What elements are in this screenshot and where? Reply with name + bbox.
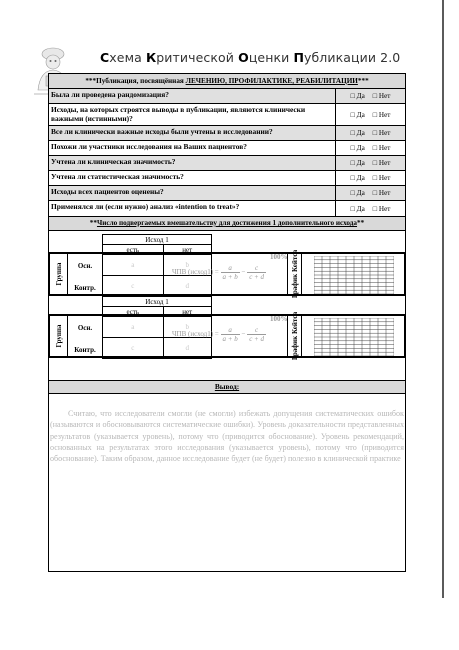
publication-type-header: ***Публикация, посвящённая ЛЕЧЕНИЮ, ПРОФИЛАКТИКЕ, РЕАБИЛИТАЦИИ***	[48, 73, 406, 89]
question-text: Похожи ли участники исследования на Ваших пациентов?	[49, 141, 336, 155]
yes-checkbox[interactable]: □ Да	[350, 129, 365, 137]
answer-options	[336, 126, 405, 140]
question-text: Учтена ли клиническая значимость?	[49, 156, 336, 170]
question-text: Применялся ли (если нужно) анализ «intention to treat»?	[49, 201, 336, 216]
answer-options	[336, 141, 405, 155]
nnt-calc-block	[48, 296, 406, 378]
outcome-header: Исход 1	[103, 297, 212, 307]
cell-a[interactable]: a	[103, 255, 164, 276]
group-label: Группа	[51, 252, 68, 296]
yes-checkbox[interactable]: □ Да	[350, 159, 365, 167]
main-row-label: Осн.	[77, 262, 93, 270]
answer-options	[336, 156, 405, 170]
question-text: Учтена ли статистическая значимость?	[49, 171, 336, 185]
question-text: Исходы всех пациентов оценены?	[49, 186, 336, 200]
conclusion-heading: Вывод:	[48, 380, 406, 394]
control-row-label: Контр.	[74, 346, 96, 354]
cates-plot-grid[interactable]	[314, 256, 394, 294]
yes-checkbox[interactable]: □ Да	[350, 174, 365, 182]
outcome-no-header: нет	[163, 307, 211, 317]
question-text: Все ли клинически важные исходы были учтены в исследовании?	[49, 126, 336, 140]
no-checkbox[interactable]: □ Нет	[372, 159, 391, 167]
outcome-header: Исход 1	[103, 235, 212, 245]
answer-options	[336, 186, 405, 200]
nnt-formula: 100% ЧПВ (исход1) = $\frac{a}{a + b}$ − $\frac{c}{c + d}$	[172, 315, 288, 343]
question-row	[48, 126, 406, 141]
cell-b[interactable]: b	[163, 255, 211, 276]
question-row	[48, 141, 406, 156]
answer-options	[336, 171, 405, 185]
nnt-formula: 100% ЧПВ (исход1) = $\frac{a}{a + b}$ − $\frac{c}{c + d}$	[172, 253, 288, 281]
page-title: Схема Критической Оценки Публикации 2.0	[100, 50, 401, 65]
cell-a[interactable]: a	[103, 317, 164, 338]
answer-options	[336, 104, 405, 125]
no-checkbox[interactable]: □ Нет	[372, 129, 391, 137]
no-checkbox[interactable]: □ Нет	[372, 144, 391, 152]
cell-c[interactable]: c	[103, 338, 164, 359]
question-row	[48, 171, 406, 186]
yes-checkbox[interactable]: □ Да	[350, 144, 365, 152]
question-row	[48, 201, 406, 217]
outcome-yes-header: есть	[103, 307, 164, 317]
control-row-label: Контр.	[74, 284, 96, 292]
cates-plot-label: График Кейтса	[287, 252, 302, 296]
question-text: Была ли проведена рандомизация?	[49, 89, 336, 103]
no-checkbox[interactable]: □ Нет	[372, 189, 391, 197]
page-edge-divider	[442, 0, 444, 598]
cell-d[interactable]: d	[163, 276, 211, 297]
cell-b[interactable]: b	[163, 317, 211, 338]
answer-options	[336, 89, 405, 103]
main-row-label: Осн.	[77, 324, 93, 332]
group-label: Группа	[51, 314, 68, 358]
yes-checkbox[interactable]: □ Да	[350, 204, 365, 213]
no-checkbox[interactable]: □ Нет	[372, 92, 391, 100]
cates-plot-label: График Кейтса	[287, 314, 302, 358]
question-row	[48, 156, 406, 171]
answer-options	[336, 201, 405, 216]
yes-checkbox[interactable]: □ Да	[350, 189, 365, 197]
question-row	[48, 104, 406, 126]
no-checkbox[interactable]: □ Нет	[372, 110, 391, 119]
question-text: Исходы, на которых строятся выводы в публикации, являются клинически важными (истинными)?	[49, 104, 336, 125]
cell-c[interactable]: c	[103, 276, 164, 297]
cell-d[interactable]: d	[163, 338, 211, 359]
yes-checkbox[interactable]: □ Да	[350, 92, 365, 100]
cates-plot-grid[interactable]	[314, 318, 394, 356]
question-row	[48, 186, 406, 201]
conclusion-text[interactable]: Считаю, что исследователи смогли (не смогли) избежать допущения систематических ошибок (называются и обосновываются систематические ошибки). Уровень доказательности представленных результатов (указывается уровень), потому что (приводится обоснование). Уровень рекомендаций, основанных на результатах этого исследования (указывается уровень), потому что (приводится обоснование). Таким образом, данное исследование будет (не будет) полезно в клинической практике	[50, 409, 404, 464]
no-checkbox[interactable]: □ Нет	[372, 204, 391, 213]
no-checkbox[interactable]: □ Нет	[372, 174, 391, 182]
question-row	[48, 89, 406, 104]
outcome-no-header: нет	[163, 245, 211, 255]
yes-checkbox[interactable]: □ Да	[350, 110, 365, 119]
outcome-yes-header: есть	[103, 245, 164, 255]
nnt-section-header: **Число подвергаемых вмешательству для достижения 1 дополнительного исхода**	[48, 217, 406, 231]
